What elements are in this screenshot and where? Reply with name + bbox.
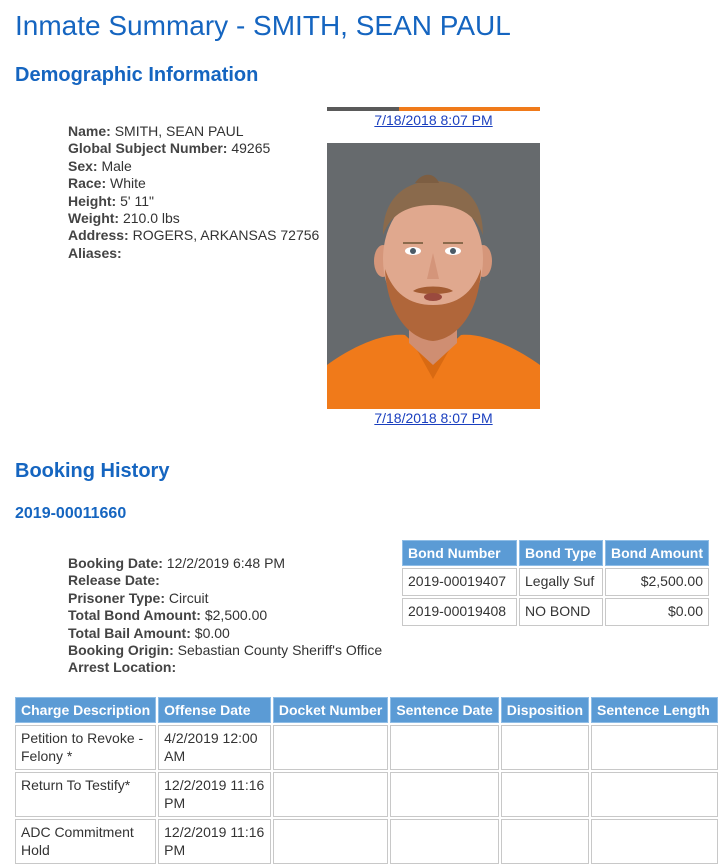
bond-table xyxy=(400,538,711,628)
photo-date-link[interactable]: 7/18/2018 8:07 PM xyxy=(374,410,493,426)
field-label: Total Bond Amount: xyxy=(68,607,201,624)
booking-history-heading: Booking History xyxy=(15,460,170,482)
sentence-date-cell xyxy=(390,819,498,864)
sex-field xyxy=(68,158,319,175)
previous-photo-date-link[interactable]: 7/18/2018 8:07 PM xyxy=(374,112,493,128)
table-row xyxy=(402,598,709,626)
field-label: Aliases: xyxy=(68,244,122,261)
field-value: Circuit xyxy=(168,589,209,606)
booking-origin-field xyxy=(68,642,382,659)
field-value: $0.00 xyxy=(194,624,230,641)
booking-number: 2019-00011660 xyxy=(15,505,127,522)
offense-date-cell: 12/2/2019 11:16 PM xyxy=(158,819,271,864)
field-value: $2,500.00 xyxy=(204,607,268,624)
field-label: Release Date: xyxy=(68,572,160,589)
field-value: White xyxy=(110,175,146,192)
column-header-docket-number: Docket Number xyxy=(273,697,388,723)
table-row xyxy=(15,819,718,864)
column-header-bond-number: Bond Number xyxy=(402,540,517,566)
field-value: Male xyxy=(101,157,132,174)
previous-photo-thumbnail-edge xyxy=(327,107,540,111)
total-bond-amount-field xyxy=(68,607,382,624)
field-label: Booking Origin: xyxy=(68,642,174,659)
column-header-offense-date: Offense Date xyxy=(158,697,271,723)
field-value: 12/2/2019 6:48 PM xyxy=(166,555,286,571)
race-field xyxy=(68,175,319,192)
bond-amount-cell: $0.00 xyxy=(605,598,709,626)
table-row xyxy=(402,568,709,596)
height-field xyxy=(68,193,319,210)
bond-type-cell: NO BOND xyxy=(519,598,603,626)
column-header-charge-description: Charge Description xyxy=(15,697,156,723)
bond-number-cell: 2019-00019407 xyxy=(402,568,517,596)
field-label: Weight: xyxy=(68,210,120,227)
field-label: Name: xyxy=(68,123,111,139)
field-value: SMITH, SEAN PAUL xyxy=(114,123,244,139)
field-label: Booking Date: xyxy=(68,555,163,571)
column-header-disposition: Disposition xyxy=(501,697,589,723)
offense-date-cell: 4/2/2019 12:00 AM xyxy=(158,725,271,770)
column-header-bond-type: Bond Type xyxy=(519,540,603,566)
bond-table-header xyxy=(402,540,709,566)
prisoner-type-field xyxy=(68,590,382,607)
charge-table xyxy=(13,695,720,866)
bond-number-cell: 2019-00019408 xyxy=(402,598,517,626)
demographic-heading: Demographic Information xyxy=(15,64,259,86)
sentence-length-cell xyxy=(591,819,718,864)
column-header-sentence-date: Sentence Date xyxy=(390,697,498,723)
field-label: Prisoner Type: xyxy=(68,589,165,606)
field-label: Arrest Location: xyxy=(68,659,177,676)
field-label: Sex: xyxy=(68,157,98,174)
charge-description-cell: Return To Testify* xyxy=(15,772,156,817)
docket-number-cell xyxy=(273,819,388,864)
name-field xyxy=(68,123,319,140)
aliases-field xyxy=(68,245,319,262)
address-field xyxy=(68,227,319,244)
table-row xyxy=(15,772,718,817)
field-value: 210.0 lbs xyxy=(122,210,180,227)
field-label: Global Subject Number: xyxy=(68,140,228,157)
field-label: Height: xyxy=(68,192,117,209)
field-value: 49265 xyxy=(231,140,271,157)
sentence-length-cell xyxy=(591,725,718,770)
demographic-fields xyxy=(68,123,319,262)
field-label: Address: xyxy=(68,227,129,244)
charge-description-cell: Petition to Revoke - Felony * xyxy=(15,725,156,770)
column-header-bond-amount: Bond Amount xyxy=(605,540,709,566)
field-value: ROGERS, ARKANSAS 72756 xyxy=(132,227,320,244)
total-bail-amount-field xyxy=(68,625,382,642)
release-date-field xyxy=(68,572,382,589)
global-subject-number-field xyxy=(68,140,319,157)
disposition-cell xyxy=(501,725,589,770)
field-value: Sebastian County Sheriff's Office xyxy=(177,642,383,659)
offense-date-cell: 12/2/2019 11:16 PM xyxy=(158,772,271,817)
bond-amount-cell: $2,500.00 xyxy=(605,568,709,596)
table-row xyxy=(15,725,718,770)
sentence-date-cell xyxy=(390,725,498,770)
charge-table-header xyxy=(15,697,718,723)
sentence-date-cell xyxy=(390,772,498,817)
disposition-cell xyxy=(501,772,589,817)
charge-description-cell: ADC Commitment Hold xyxy=(15,819,156,864)
docket-number-cell xyxy=(273,725,388,770)
field-value: 5' 11" xyxy=(120,192,154,209)
column-header-sentence-length: Sentence Length xyxy=(591,697,718,723)
booking-date-field xyxy=(68,555,382,572)
mugshot-photo xyxy=(327,143,540,409)
sentence-length-cell xyxy=(591,772,718,817)
booking-fields xyxy=(68,555,382,677)
field-label: Total Bail Amount: xyxy=(68,624,191,641)
weight-field xyxy=(68,210,319,227)
page-title: Inmate Summary - SMITH, SEAN PAUL xyxy=(15,10,511,41)
bond-type-cell: Legally Suf xyxy=(519,568,603,596)
field-label: Race: xyxy=(68,175,107,192)
disposition-cell xyxy=(501,819,589,864)
arrest-location-field xyxy=(68,659,382,676)
docket-number-cell xyxy=(273,772,388,817)
